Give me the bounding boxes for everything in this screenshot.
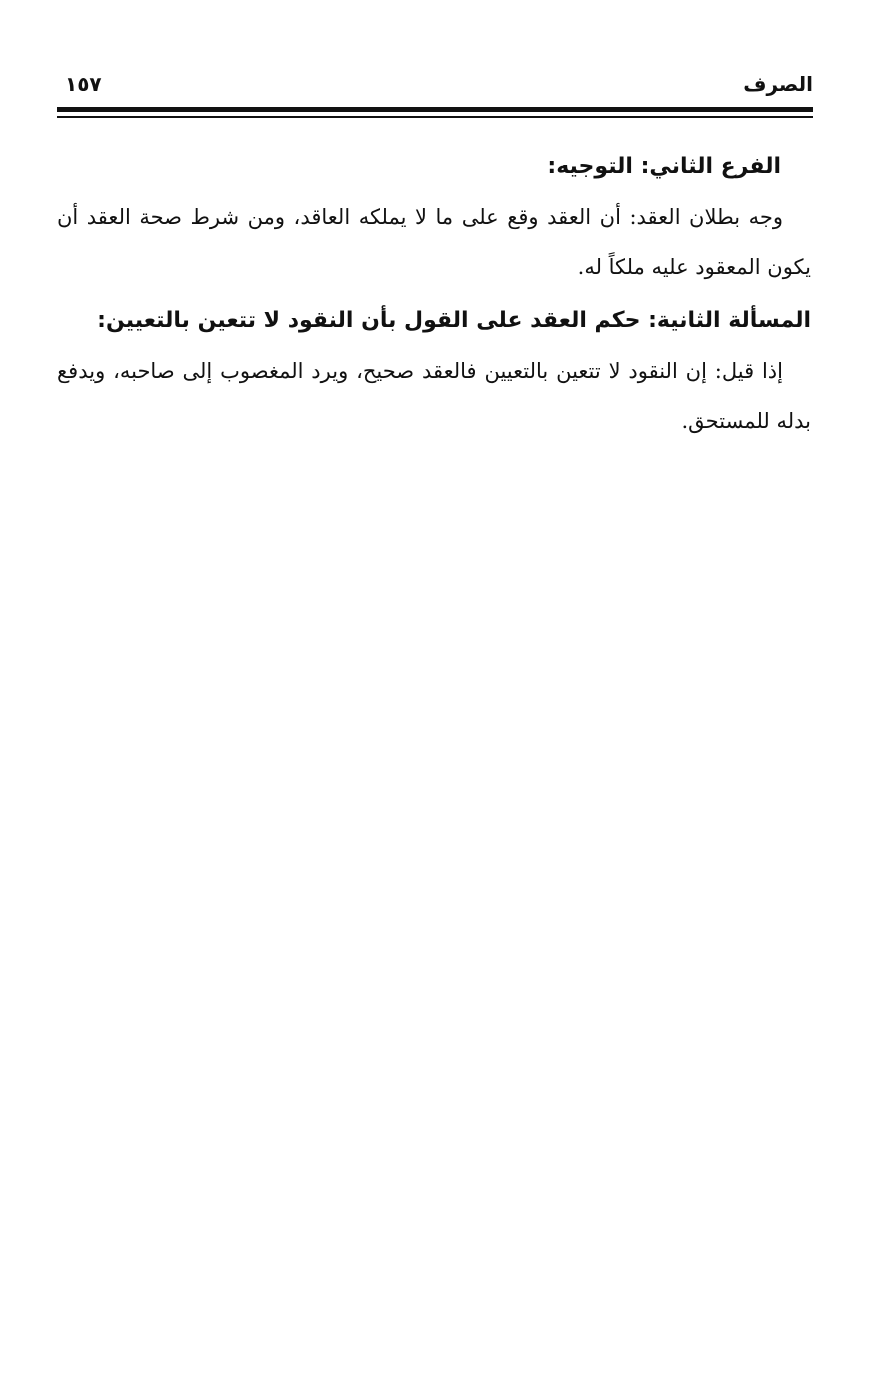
page-number: ١٥٧ (65, 72, 102, 96)
section-paragraph-2: إذا قيل: إن النقود لا تتعين بالتعيين فالعقد صحيح، ويرد المغصوب إلى صاحبه، ويدفع بدله للمستحق. (57, 359, 811, 433)
section-heading-1: الفرع الثاني: التوجيه: (547, 154, 781, 179)
page-content (57, 142, 811, 446)
section-paragraph-1: وجه بطلان العقد: أن العقد وقع على ما لا يملكه العاقد، ومن شرط صحة العقد أن يكون المعقود عليه ملكاً له. (57, 205, 811, 279)
chapter-title: الصرف (743, 72, 813, 96)
header-rule-thin (57, 116, 813, 118)
running-header (57, 66, 813, 106)
header-rule-thick (57, 107, 813, 112)
section-heading-2: المسألة الثانية: حكم العقد على القول بأن النقود لا تتعين بالتعيين: (97, 308, 811, 333)
